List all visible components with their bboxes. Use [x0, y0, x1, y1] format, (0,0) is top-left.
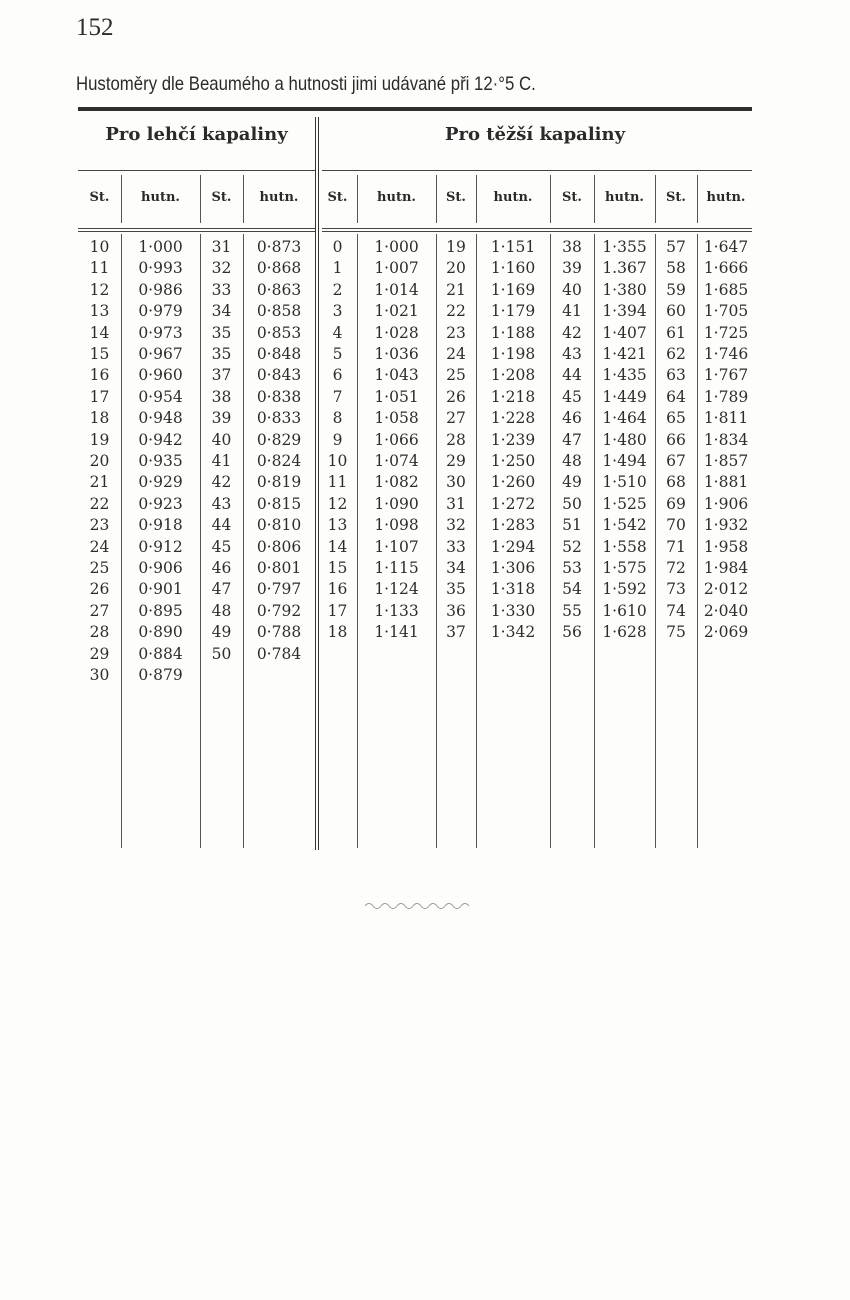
cell-hutn: 0·792	[256, 601, 302, 620]
cell-st: 2	[332, 280, 343, 299]
col-header-hutn: hutn.	[706, 190, 746, 205]
cell-hutn: 0·819	[256, 473, 302, 492]
cell-hutn: 1·464	[602, 409, 647, 428]
header-divider-left	[78, 170, 315, 171]
cell-hutn: 1·000	[374, 238, 419, 256]
cell-st: 4	[332, 323, 343, 342]
cell-hutn: 1·151	[490, 238, 536, 256]
cell-hutn: 0·801	[256, 559, 302, 577]
cell-st: 32	[211, 259, 232, 278]
cell-hutn: 1·051	[374, 387, 419, 406]
cell-hutn: 0·873	[256, 238, 302, 256]
cell-st: 25	[89, 559, 110, 577]
cell-st: 38	[562, 238, 582, 256]
cell-st: 33	[211, 280, 232, 299]
cell-st: 15	[89, 345, 110, 363]
cell-hutn: 0·979	[138, 302, 183, 321]
cell-st: 14	[89, 323, 110, 342]
cell-st: 33	[446, 537, 466, 556]
cell-st: 14	[327, 537, 348, 556]
cell-hutn: 0·948	[138, 409, 183, 428]
cell-st: 24	[89, 537, 110, 556]
cell-st: 56	[562, 623, 582, 642]
header-divider-right	[322, 170, 752, 171]
cell-st: 55	[562, 601, 582, 620]
cell-st: 25	[446, 366, 466, 385]
cell-hutn: 0·863	[256, 280, 302, 299]
cell-hutn: 0·942	[138, 430, 183, 449]
cell-hutn: 1·435	[602, 366, 647, 385]
cell-hutn: 0·815	[256, 494, 302, 513]
cell-st: 17	[327, 601, 348, 620]
cell-hutn: 1·857	[703, 452, 749, 470]
cell-hutn: 1·958	[703, 537, 749, 556]
cell-st: 51	[562, 516, 582, 535]
cell-st: 37	[446, 623, 466, 642]
cell-hutn: 1·090	[374, 494, 419, 513]
col-header-st: St.	[89, 190, 110, 205]
cell-st: 52	[562, 537, 582, 556]
cell-st: 13	[89, 302, 110, 321]
group-separator-1	[315, 117, 316, 850]
cell-st: 31	[211, 238, 232, 256]
cell-st: 26	[89, 580, 110, 599]
cell-st: 39	[211, 409, 232, 428]
cell-st: 27	[89, 601, 110, 620]
cell-st: 54	[562, 580, 582, 599]
cell-hutn: 0·960	[138, 366, 183, 385]
cell-st: 10	[327, 452, 348, 470]
cell-st: 22	[89, 494, 110, 513]
cell-hutn: 0·797	[256, 580, 302, 599]
cell-hutn: 1·318	[490, 580, 536, 599]
cell-st: 74	[666, 601, 686, 620]
cell-hutn: 1·480	[602, 430, 647, 449]
cell-hutn: 0·868	[256, 259, 302, 278]
cell-st: 34	[211, 302, 232, 321]
cell-hutn: 2·069	[703, 623, 749, 642]
cell-hutn: 0·906	[138, 559, 183, 577]
cell-st: 0	[332, 238, 343, 256]
header-bottom-rule-4	[322, 231, 752, 232]
cell-hutn: 1·685	[703, 280, 749, 299]
cell-hutn: 1·043	[374, 366, 419, 385]
cell-st: 21	[89, 473, 110, 492]
page-number: 152	[76, 14, 114, 41]
cell-st: 48	[562, 452, 582, 470]
cell-st: 41	[211, 452, 232, 470]
cell-st: 64	[666, 387, 686, 406]
cell-st: 71	[666, 537, 686, 556]
cell-hutn: 0·853	[256, 323, 302, 342]
cell-hutn: 1·789	[703, 387, 749, 406]
cell-st: 32	[446, 516, 466, 535]
cell-hutn: 1·407	[602, 323, 647, 342]
cell-st: 70	[666, 516, 686, 535]
cell-hutn: 1·575	[602, 559, 647, 577]
cell-hutn: 0·858	[256, 302, 302, 321]
cell-hutn: 1·449	[602, 387, 647, 406]
cell-hutn: 1·294	[490, 537, 536, 556]
cell-hutn: 0·884	[138, 644, 183, 663]
cell-hutn: 2·012	[703, 580, 749, 599]
cell-st: 11	[327, 473, 348, 492]
cell-hutn: 1·124	[374, 580, 419, 599]
cell-st: 28	[446, 430, 466, 449]
cell-hutn: 1·811	[703, 409, 749, 428]
cell-st: 21	[446, 280, 466, 299]
cell-hutn: 0·986	[138, 280, 183, 299]
cell-st: 5	[332, 345, 343, 363]
cell-hutn: 1·028	[374, 323, 419, 342]
group-heading-heavier: Pro těžší kapaliny	[444, 124, 626, 145]
cell-st: 68	[666, 473, 686, 492]
cell-st: 27	[446, 409, 466, 428]
cell-hutn: 0·912	[138, 537, 183, 556]
cell-hutn: 1·666	[703, 259, 749, 278]
cell-hutn: 1·260	[490, 473, 536, 492]
cell-hutn: 0·810	[256, 516, 302, 535]
group-heading-lighter: Pro lehčí kapaliny	[105, 124, 288, 145]
cell-hutn: 1·283	[490, 516, 536, 535]
cell-hutn: 0·843	[256, 366, 302, 385]
page-title: Hustoměry dle Beauméhо a hutnosti jimi udávané při 12·°5 C.	[76, 73, 536, 95]
cell-st: 30	[446, 473, 466, 492]
cell-hutn: 1·834	[703, 430, 749, 449]
cell-hutn: 0·890	[138, 623, 183, 642]
cell-hutn: 1·272	[490, 494, 536, 513]
cell-hutn: 1·074	[374, 452, 419, 470]
cell-hutn: 1·746	[703, 345, 749, 363]
cell-st: 13	[327, 516, 348, 535]
cell-hutn: 0·901	[138, 580, 183, 599]
cell-st: 43	[562, 345, 582, 363]
cell-hutn: 1·098	[374, 516, 419, 535]
cell-st: 42	[562, 323, 582, 342]
cell-hutn: 1·082	[374, 473, 419, 492]
cell-st: 35	[211, 323, 232, 342]
cell-st: 46	[211, 559, 232, 577]
cell-hutn: 0·784	[256, 644, 302, 663]
cell-st: 47	[562, 430, 582, 449]
cell-st: 65	[666, 409, 686, 428]
cell-st: 23	[446, 323, 466, 342]
col-header-st: St.	[327, 190, 348, 205]
cell-hutn: 0·935	[138, 452, 183, 470]
cell-st: 15	[327, 559, 348, 577]
cell-st: 58	[666, 259, 686, 278]
cell-hutn: 2·040	[703, 601, 749, 620]
col-header-hutn: hutn.	[493, 190, 533, 205]
header-bottom-rule-3	[322, 228, 752, 229]
cell-hutn: 1·115	[374, 559, 419, 577]
col-header-hutn: hutn.	[141, 190, 180, 205]
cell-st: 59	[666, 280, 686, 299]
cell-st: 3	[332, 302, 343, 321]
cell-st: 66	[666, 430, 686, 449]
cell-hutn: 0·848	[256, 345, 302, 363]
cell-hutn: 1·767	[703, 366, 749, 385]
cell-hutn: 1·066	[374, 430, 419, 449]
wavy-divider-ornament	[365, 900, 470, 914]
cell-st: 37	[211, 366, 232, 385]
cell-hutn: 0·923	[138, 494, 183, 513]
col-header-st: St.	[211, 190, 232, 205]
cell-st: 53	[562, 559, 582, 577]
cell-hutn: 1·250	[490, 452, 536, 470]
cell-st: 45	[211, 537, 232, 556]
cell-st: 49	[562, 473, 582, 492]
cell-st: 16	[89, 366, 110, 385]
cell-hutn: 1·932	[703, 516, 749, 535]
cell-st: 42	[211, 473, 232, 492]
cell-st: 29	[89, 644, 110, 663]
cell-st: 30	[89, 666, 110, 684]
cell-hutn: 1·198	[490, 345, 536, 363]
cell-st: 20	[89, 452, 110, 470]
top-rule	[78, 107, 752, 111]
cell-st: 29	[446, 452, 466, 470]
cell-hutn: 0·967	[138, 345, 183, 363]
cell-st: 7	[332, 387, 343, 406]
cell-st: 67	[666, 452, 686, 470]
cell-st: 63	[666, 366, 686, 385]
cell-hutn: 1·228	[490, 409, 536, 428]
cell-hutn: 0·833	[256, 409, 302, 428]
cell-hutn: 1·494	[602, 452, 647, 470]
cell-hutn: 1·179	[490, 302, 536, 321]
col-header-st: St.	[666, 190, 686, 205]
cell-st: 38	[211, 387, 232, 406]
cell-hutn: 1·160	[490, 259, 536, 278]
cell-st: 43	[211, 494, 232, 513]
cell-hutn: 1·394	[602, 302, 647, 321]
cell-hutn: 1·592	[602, 580, 647, 599]
cell-hutn: 1·000	[138, 238, 183, 256]
cell-st: 11	[89, 259, 110, 278]
cell-hutn: 1·906	[703, 494, 749, 513]
cell-st: 50	[562, 494, 582, 513]
cell-st: 41	[562, 302, 582, 321]
cell-st: 18	[89, 409, 110, 428]
header-bottom-rule-1	[78, 228, 315, 229]
cell-hutn: 1·058	[374, 409, 419, 428]
cell-hutn: 1·007	[374, 259, 419, 278]
cell-hutn: 0·973	[138, 323, 183, 342]
cell-hutn: 1·188	[490, 323, 536, 342]
cell-st: 61	[666, 323, 686, 342]
cell-st: 72	[666, 559, 686, 577]
cell-hutn: 1·036	[374, 345, 419, 363]
cell-st: 9	[332, 430, 343, 449]
cell-hutn: 0·838	[256, 387, 302, 406]
cell-hutn: 1·542	[602, 516, 647, 535]
cell-hutn: 0·954	[138, 387, 183, 406]
cell-hutn: 0·788	[256, 623, 302, 642]
cell-hutn: 1·628	[602, 623, 647, 642]
cell-st: 28	[89, 623, 110, 642]
cell-st: 75	[666, 623, 686, 642]
cell-hutn: 0·993	[138, 259, 183, 278]
cell-hutn: 1·169	[490, 280, 536, 299]
cell-hutn: 1·725	[703, 323, 749, 342]
cell-st: 69	[666, 494, 686, 513]
cell-st: 39	[562, 259, 582, 278]
cell-st: 23	[89, 516, 110, 535]
cell-hutn: 1·014	[374, 280, 419, 299]
cell-st: 34	[446, 559, 466, 577]
cell-hutn: 1·421	[602, 345, 647, 363]
cell-hutn: 1.367	[602, 259, 647, 278]
cell-st: 26	[446, 387, 466, 406]
cell-st: 40	[211, 430, 232, 449]
cell-st: 8	[332, 409, 343, 428]
cell-st: 50	[211, 644, 232, 663]
cell-hutn: 1·330	[490, 601, 536, 620]
cell-hutn: 1·647	[703, 238, 749, 256]
cell-st: 36	[446, 601, 466, 620]
cell-hutn: 1·021	[374, 302, 419, 321]
cell-st: 35	[446, 580, 466, 599]
cell-st: 45	[562, 387, 582, 406]
cell-st: 16	[327, 580, 348, 599]
cell-st: 12	[89, 280, 110, 299]
cell-st: 60	[666, 302, 686, 321]
cell-hutn: 0·929	[138, 473, 183, 492]
col-header-hutn: hutn.	[259, 190, 299, 205]
cell-st: 47	[211, 580, 232, 599]
col-header-hutn: hutn.	[377, 190, 416, 205]
cell-st: 57	[666, 238, 686, 256]
cell-hutn: 1·525	[602, 494, 647, 513]
cell-hutn: 0·806	[256, 537, 302, 556]
cell-st: 46	[562, 409, 582, 428]
cell-hutn: 1·218	[490, 387, 536, 406]
cell-hutn: 0·879	[138, 666, 183, 684]
cell-hutn: 0·824	[256, 452, 302, 470]
cell-hutn: 1·239	[490, 430, 536, 449]
cell-hutn: 1·380	[602, 280, 647, 299]
cell-st: 18	[327, 623, 348, 642]
col-header-st: St.	[562, 190, 582, 205]
col-header-hutn: hutn.	[605, 190, 644, 205]
cell-st: 73	[666, 580, 686, 599]
cell-st: 1	[332, 259, 343, 278]
cell-hutn: 1·705	[703, 302, 749, 321]
cell-hutn: 0·829	[256, 430, 302, 449]
cell-hutn: 1·881	[703, 473, 749, 492]
cell-st: 19	[89, 430, 110, 449]
cell-st: 49	[211, 623, 232, 642]
cell-hutn: 1·107	[374, 537, 419, 556]
cell-st: 35	[211, 345, 232, 363]
col-header-st: St.	[446, 190, 466, 205]
cell-st: 48	[211, 601, 232, 620]
cell-st: 19	[446, 238, 466, 256]
cell-st: 6	[332, 366, 343, 385]
cell-hutn: 1·355	[602, 238, 647, 256]
cell-hutn: 0·918	[138, 516, 183, 535]
cell-st: 44	[211, 516, 232, 535]
cell-st: 12	[327, 494, 348, 513]
cell-hutn: 1·610	[602, 601, 647, 620]
cell-hutn: 1·208	[490, 366, 536, 385]
cell-st: 62	[666, 345, 686, 363]
cell-st: 31	[446, 494, 466, 513]
cell-hutn: 1·984	[703, 559, 749, 577]
cell-hutn: 0·895	[138, 601, 183, 620]
cell-st: 10	[89, 238, 110, 256]
cell-hutn: 1·558	[602, 537, 647, 556]
cell-st: 20	[446, 259, 466, 278]
cell-hutn: 1·141	[374, 623, 419, 642]
cell-hutn: 1·510	[602, 473, 647, 492]
cell-st: 17	[89, 387, 110, 406]
cell-hutn: 1·133	[374, 601, 419, 620]
cell-hutn: 1·306	[490, 559, 536, 577]
cell-st: 24	[446, 345, 466, 363]
cell-st: 44	[562, 366, 582, 385]
cell-st: 22	[446, 302, 466, 321]
cell-st: 40	[562, 280, 582, 299]
cell-hutn: 1·342	[490, 623, 536, 642]
header-bottom-rule-2	[78, 231, 315, 232]
